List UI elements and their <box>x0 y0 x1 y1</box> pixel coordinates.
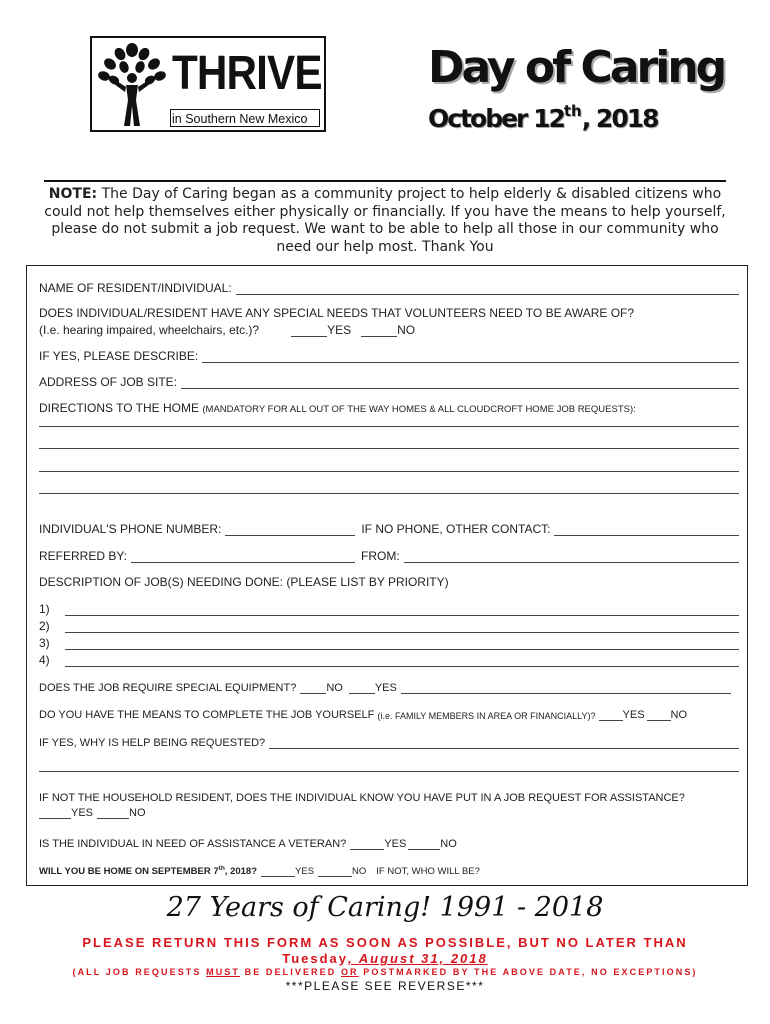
means-yes-field[interactable] <box>599 710 623 721</box>
priority-row <box>39 636 739 650</box>
deadline-date: , August 31, 2018 <box>348 951 488 966</box>
note-text: The Day of Caring began as a community project to help elderly & disabled citizens who could not help themselves either physically or financially. If you have the means to help yourself, please do not submit a job request. We want to be able to help all those in our community who need our help most. Thank You <box>44 186 726 255</box>
means-no-label: NO <box>670 709 688 721</box>
see-reverse: ***PLEASE SEE REVERSE*** <box>285 979 485 993</box>
deadline-day: Tuesday <box>282 951 349 966</box>
directions-row <box>39 401 739 415</box>
home-yes-label: YES <box>295 866 315 878</box>
equipment-row <box>39 682 739 694</box>
who-will-be-label: IF NOT, WHO WILL BE? <box>376 866 480 878</box>
equipment-no-field[interactable] <box>300 683 326 694</box>
address-field[interactable] <box>181 377 739 389</box>
directions-note: (MANDATORY FOR ALL OUT OF THE WAY HOMES & ALL CLOUDCROFT HOME JOB REQUESTS): <box>202 404 636 415</box>
thrive-logo <box>90 36 326 132</box>
logo-wordmark: THRIVE <box>172 47 322 100</box>
priority-number: 1) <box>39 602 50 616</box>
describe-field[interactable] <box>202 351 739 363</box>
special-needs-no-label: NO <box>397 323 416 337</box>
home-label-main: WILL YOU BE HOME ON SEPTEMBER 7 <box>39 866 219 878</box>
priority-row <box>39 653 739 667</box>
return-instruction: PLEASE RETURN THIS FORM AS SOON AS POSSIBLE, BUT NO LATER THAN <box>82 935 688 950</box>
home-row <box>39 865 739 877</box>
equipment-label: DOES THE JOB REQUIRE SPECIAL EQUIPMENT? <box>39 682 297 694</box>
job-description-row <box>39 575 739 589</box>
priority-field-1[interactable] <box>65 604 739 616</box>
veteran-yes-label: YES <box>384 838 407 850</box>
referred-row <box>39 549 739 563</box>
date-suffix: th <box>563 102 582 120</box>
home-no-label: NO <box>352 866 367 878</box>
household-no-label: NO <box>129 807 146 819</box>
directions-line-2[interactable] <box>39 448 739 449</box>
priority-field-4[interactable] <box>65 655 739 667</box>
priority-number: 2) <box>39 619 50 633</box>
date-main: October 12 <box>428 104 564 133</box>
return-exceptions <box>0 967 770 977</box>
household-answer-row <box>39 807 739 819</box>
page-title: Day of Caring <box>428 42 725 93</box>
special-needs-answer-row <box>39 323 739 337</box>
home-label-suffix: th <box>218 865 225 872</box>
request-form <box>26 265 748 886</box>
equipment-details-field[interactable] <box>401 682 731 694</box>
phone-field[interactable] <box>225 525 355 536</box>
exceptions-part-a: (ALL JOB REQUESTS <box>72 967 207 977</box>
note-label: NOTE: <box>48 186 98 202</box>
household-yes-label: YES <box>71 807 94 819</box>
note-paragraph <box>38 186 732 256</box>
other-contact-label: IF NO PHONE, OTHER CONTACT: <box>361 522 551 536</box>
return-deadline <box>0 951 770 966</box>
address-row <box>39 375 739 389</box>
why-help-row <box>39 737 739 749</box>
equipment-yes-label: YES <box>374 682 397 694</box>
priority-field-3[interactable] <box>65 638 739 650</box>
priority-row <box>39 602 739 616</box>
household-row <box>39 792 739 804</box>
directions-label: DIRECTIONS TO THE HOME <box>39 401 200 415</box>
directions-line-1[interactable] <box>39 426 739 427</box>
from-label: FROM: <box>361 549 400 563</box>
special-needs-yes-label: YES <box>327 323 352 337</box>
home-label-year: , 2018? <box>224 866 258 878</box>
tree-person-icon <box>96 42 168 128</box>
special-needs-no-field[interactable] <box>361 326 397 337</box>
exceptions-must: MUST <box>206 967 241 977</box>
veteran-label: IS THE INDIVIDUAL IN NEED OF ASSISTANCE A VETERAN? <box>39 838 347 850</box>
date-year: , 2018 <box>581 104 658 133</box>
means-label: DO YOU HAVE THE MEANS TO COMPLETE THE JOB YOURSELF <box>39 709 375 721</box>
home-label <box>39 865 257 877</box>
describe-label: IF YES, PLEASE DESCRIBE: <box>39 349 199 363</box>
name-field[interactable] <box>236 283 739 295</box>
priority-row <box>39 619 739 633</box>
home-no-field[interactable] <box>318 866 352 877</box>
household-yes-field[interactable] <box>39 808 71 819</box>
from-field[interactable] <box>404 551 739 563</box>
means-row <box>39 709 739 721</box>
job-description-label: DESCRIPTION OF JOB(S) NEEDING DONE: (PLEASE LIST BY PRIORITY) <box>39 575 449 589</box>
means-yes-label: YES <box>622 709 645 721</box>
special-needs-label: DOES INDIVIDUAL/RESIDENT HAVE ANY SPECIAL NEEDS THAT VOLUNTEERS NEED TO BE AWARE OF? <box>39 306 635 320</box>
exceptions-part-c: POSTMARKED BY THE ABOVE DATE, NO EXCEPTIONS) <box>358 967 698 977</box>
other-contact-field[interactable] <box>554 524 739 536</box>
name-row <box>39 281 739 295</box>
veteran-yes-field[interactable] <box>350 839 384 850</box>
exceptions-or: OR <box>340 967 359 977</box>
special-needs-yes-field[interactable] <box>291 326 327 337</box>
phone-row <box>39 522 739 536</box>
equipment-no-label: NO <box>326 682 343 694</box>
equipment-yes-field[interactable] <box>349 683 375 694</box>
directions-line-4[interactable] <box>39 493 739 494</box>
home-yes-field[interactable] <box>261 866 295 877</box>
exceptions-part-b: BE DELIVERED <box>240 967 341 977</box>
why-help-field[interactable] <box>269 737 739 749</box>
household-no-field[interactable] <box>97 808 129 819</box>
years-of-caring: 27 Years of Caring! 1991 - 2018 <box>166 892 604 923</box>
means-no-field[interactable] <box>647 710 671 721</box>
logo-subtitle: in Southern New Mexico <box>172 112 308 126</box>
address-label: ADDRESS OF JOB SITE: <box>39 375 178 389</box>
priority-field-2[interactable] <box>65 621 739 633</box>
special-needs-example: (I.e. hearing impaired, wheelchairs, etc.)? <box>39 323 260 337</box>
priority-number: 3) <box>39 636 50 650</box>
means-note: (i.e. FAMILY MEMBERS IN AREA OR FINANCIALLY)? <box>377 711 596 721</box>
describe-row <box>39 349 739 363</box>
phone-label: INDIVIDUAL'S PHONE NUMBER: <box>39 522 222 536</box>
event-date <box>428 104 658 133</box>
veteran-row <box>39 838 739 850</box>
veteran-no-label: NO <box>440 838 457 850</box>
priority-number: 4) <box>39 653 50 667</box>
referred-by-label: REFERRED BY: <box>39 549 128 563</box>
special-needs-row <box>39 306 739 320</box>
why-help-label: IF YES, WHY IS HELP BEING REQUESTED? <box>39 737 266 749</box>
why-help-line-2[interactable] <box>39 771 739 772</box>
name-label: NAME OF RESIDENT/INDIVIDUAL: <box>39 281 232 295</box>
header-divider <box>44 180 726 182</box>
referred-by-field[interactable] <box>131 552 355 563</box>
household-label: IF NOT THE HOUSEHOLD RESIDENT, DOES THE INDIVIDUAL KNOW YOU HAVE PUT IN A JOB REQUEST FOR ASSISTANCE? <box>39 792 685 804</box>
directions-line-3[interactable] <box>39 471 739 472</box>
veteran-no-field[interactable] <box>408 839 440 850</box>
